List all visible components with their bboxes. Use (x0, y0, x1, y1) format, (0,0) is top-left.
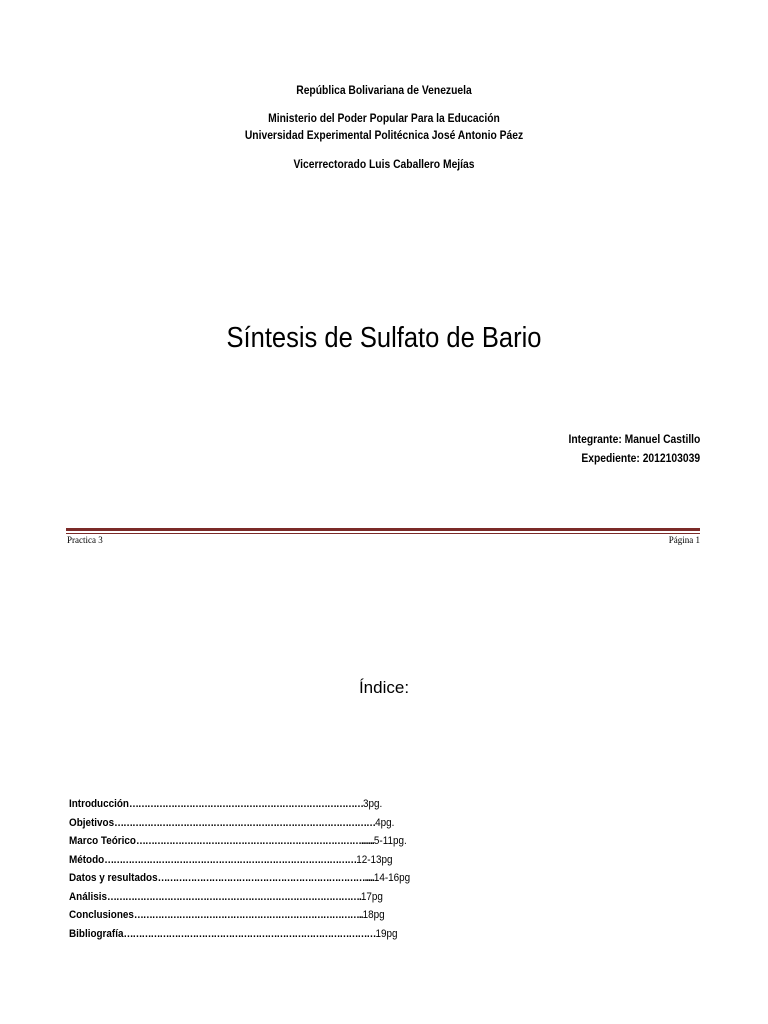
toc-entry-leader: ………………………………………………………………….. (133, 909, 363, 921)
toc-entry-leader: ……………………………………………………………..... (157, 872, 374, 884)
header-line-ministry: Ministerio del Poder Popular Para la Educación (268, 111, 500, 125)
toc-entry-page: 17pg (360, 890, 383, 903)
toc-entry (69, 851, 456, 870)
toc-entry (69, 832, 456, 851)
toc-entry-label: Bibliografía (69, 927, 124, 940)
toc-entry-page: 19pg (375, 927, 398, 940)
toc-entry-label: Introducción (69, 798, 129, 810)
footer-rule-thick (66, 528, 700, 531)
toc-entry-page: 14-16pg (373, 872, 411, 884)
toc-entry (69, 869, 456, 888)
table-of-contents (69, 795, 499, 943)
toc-entry (69, 814, 456, 833)
toc-entry-label: Conclusiones (69, 909, 134, 921)
toc-entry-page: 5-11pg. (373, 835, 407, 847)
footer-practice-label: Practica 3 (67, 535, 103, 545)
toc-entry-label: Análisis (69, 890, 107, 903)
header-line-republic: República Bolivariana de Venezuela (296, 83, 472, 97)
toc-entry-leader: ………………………………………………………………………… (104, 853, 357, 866)
toc-entry-label: Objetivos (69, 816, 115, 829)
header-line-vicerrectorado: Vicerrectorado Luis Caballero Mejías (293, 157, 475, 171)
toc-entry-page: 4pg. (375, 816, 395, 829)
toc-entry-leader: …………………………………………………………………… (128, 798, 363, 810)
toc-entry (69, 888, 456, 907)
integrante-line: Integrante: Manuel Castillo (568, 432, 700, 446)
toc-entry (69, 925, 456, 944)
expediente-line: Expediente: 2012103039 (581, 451, 700, 465)
toc-entry-leader: …………………………………………………………………....... (135, 835, 374, 847)
toc-entry-leader: …………………………………………………………………………. (106, 890, 361, 903)
toc-entry-label: Marco Teórico (69, 835, 136, 847)
document-title: Síntesis de Sulfato de Bario (226, 322, 542, 354)
toc-entry-page: 18pg (362, 909, 385, 921)
toc-entry-page: 3pg. (362, 798, 383, 810)
header-line-university: Universidad Experimental Politécnica José Antonio Páez (244, 128, 524, 142)
toc-entry (69, 795, 456, 814)
footer-page-number: Página 1 (668, 535, 700, 545)
toc-entry-label: Método (69, 853, 105, 866)
footer-rule-thin (66, 533, 700, 534)
toc-entry-page: 12-13pg (356, 853, 393, 866)
toc-entry-label: Datos y resultados (69, 872, 158, 884)
toc-entry (69, 906, 456, 925)
index-title: Índice: (358, 678, 410, 697)
toc-entry-leader: ………………………………………………………………………… (123, 927, 376, 940)
toc-entry-leader: …………………………………………………………………………… (114, 816, 376, 829)
